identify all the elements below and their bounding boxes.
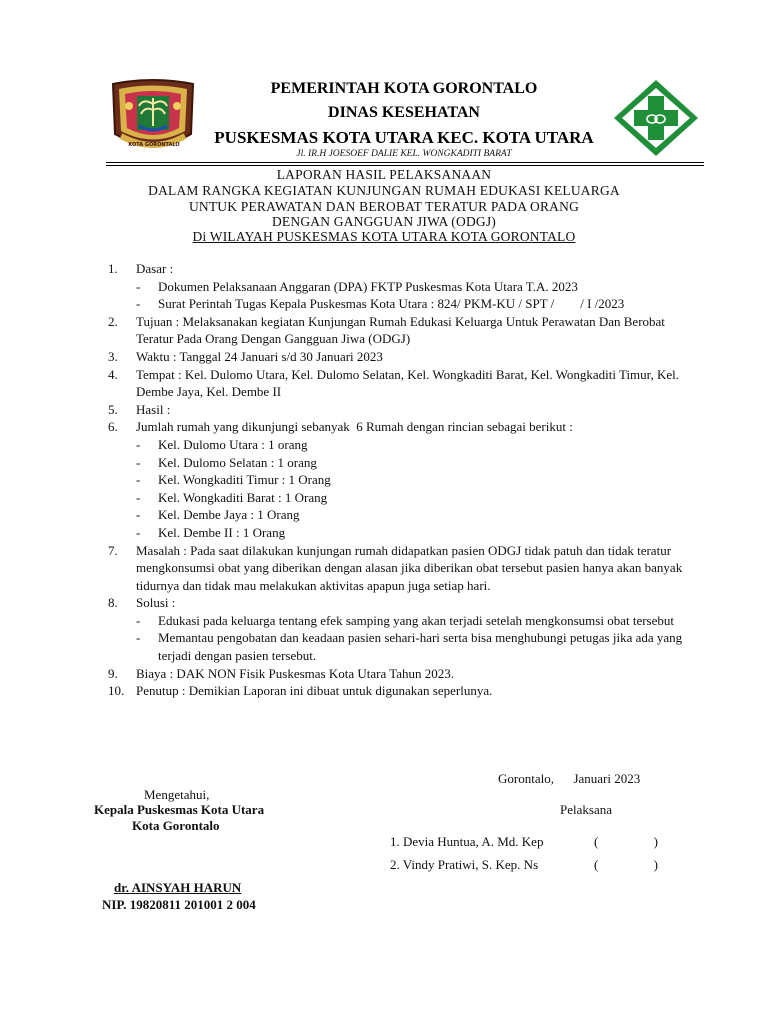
- sub-item: [108, 612, 683, 630]
- sub-item-text: Surat Perintah Tugas Kepala Puskesmas Kota Utara : 824/ PKM-KU / SPT / / I /2023: [158, 296, 625, 312]
- list-item-waktu: [108, 348, 683, 366]
- list-text: Jumlah rumah yang dikunjungi sebanyak 6 Rumah dengan rincian sebagai berikut :: [136, 419, 573, 435]
- executor-label: Pelaksana: [560, 802, 612, 817]
- sub-item: [108, 278, 683, 296]
- report-subtitle-line: DENGAN GANGGUAN JIWA (ODGJ): [271, 214, 496, 229]
- left-logo-caption: KOTA GORONTALO: [128, 142, 180, 148]
- dash-marker: -: [136, 436, 141, 452]
- list-item-tempat: [108, 366, 683, 401]
- letterhead-address: Jl. IR.H JOESOEF DALIE KEL. WONGKADITI BARAT: [296, 149, 512, 159]
- list-item-hasil: [108, 401, 683, 419]
- list-text: Tempat : Kel. Dulomo Utara, Kel. Dulomo Selatan, Kel. Wongkaditi Barat, Kel. Wongkaditi Timur, Kel. Dembe Jaya, Kel. Dembe II: [136, 366, 679, 400]
- list-text: Tujuan : Melaksanakan kegiatan Kunjungan Rumah Edukasi Keluarga Untuk Perawatan Dan Berobat Teratur Pada Orang Dengan Gangguan Jiwa (ODGJ): [136, 313, 665, 347]
- dash-marker: -: [136, 278, 141, 294]
- dash-marker: -: [136, 507, 141, 523]
- list-item-tujuan: [108, 313, 683, 348]
- head-nip: NIP. 19820811 201001 2 004: [102, 897, 256, 912]
- sub-item: [108, 454, 683, 472]
- sub-item-text: Kel. Dulomo Utara : 1 orang: [158, 436, 308, 452]
- list-number: 10.: [108, 683, 125, 699]
- list-number: 9.: [108, 665, 118, 681]
- list-number: 7.: [108, 542, 118, 558]
- sub-item-text: Dokumen Pelaksanaan Anggaran (DPA) FKTP Puskesmas Kota Utara T.A. 2023: [158, 278, 578, 294]
- dash-marker: -: [136, 612, 141, 628]
- signature-placeholder: ( ): [594, 834, 658, 849]
- list-text: Solusi :: [136, 595, 176, 611]
- sub-item-text: Kel. Dembe Jaya : 1 Orang: [158, 507, 300, 523]
- list-text: Biaya : DAK NON Fisik Puskesmas Kota Utara Tahun 2023.: [136, 665, 455, 681]
- list-item-jumlah: [108, 418, 683, 436]
- sub-item: [108, 436, 683, 454]
- letterhead-department: DINAS KESEHATAN: [328, 104, 480, 121]
- letterhead-rule-thin: [106, 165, 704, 166]
- sub-item-text: Kel. Wongkaditi Timur : 1 Orang: [158, 472, 331, 488]
- report-body: [108, 260, 683, 700]
- list-number: 8.: [108, 595, 118, 611]
- report-title: LAPORAN HASIL PELAKSANAAN: [276, 167, 492, 182]
- place-date: Gorontalo, Januari 2023: [498, 771, 641, 786]
- staff-name: 1. Devia Huntua, A. Md. Kep: [390, 834, 544, 849]
- report-region-line: Di WILAYAH PUSKESMAS KOTA UTARA KOTA GORONTALO: [192, 229, 576, 244]
- list-number: 6.: [108, 419, 118, 435]
- list-item-solusi: [108, 594, 683, 612]
- dash-marker: -: [136, 524, 141, 540]
- head-city: Kota Gorontalo: [132, 818, 220, 833]
- dash-marker: -: [136, 454, 141, 470]
- sub-item-text: Edukasi pada keluarga tentang efek samping yang akan terjadi setelah mengkonsumsi obat tersebut: [158, 612, 674, 628]
- list-number: 3.: [108, 348, 118, 364]
- sub-item-text: Kel. Dembe II : 1 Orang: [158, 524, 286, 540]
- puskesmas-green-cross-icon: [612, 78, 700, 158]
- list-item-biaya: [108, 665, 683, 683]
- head-name: dr. AINSYAH HARUN: [114, 880, 242, 895]
- sub-item: [108, 471, 683, 489]
- dash-marker: -: [136, 489, 141, 505]
- head-title: Kepala Puskesmas Kota Utara: [94, 802, 265, 817]
- list-number: 5.: [108, 401, 118, 417]
- list-number: 2.: [108, 313, 118, 329]
- sub-item-text: Kel. Dulomo Selatan : 1 orang: [158, 454, 317, 470]
- list-text: Masalah : Pada saat dilakukan kunjungan rumah didapatkan pasien ODGJ tidak patuh dan tidak teratur mengkonsumsi obat yang diberikan dengan alasan jika diberikan obat tersebut pasien hanya akan banyak tidurnya dan tidak mau melakukan aktivitas apapun juga setiap hari.: [136, 542, 683, 593]
- sub-item: [108, 295, 683, 313]
- letterhead-puskesmas: PUSKESMAS KOTA UTARA KEC. KOTA UTARA: [214, 128, 594, 147]
- letterhead-rule-thick: [106, 162, 704, 163]
- dash-marker: -: [136, 472, 141, 488]
- sub-item: [108, 524, 683, 542]
- list-item-penutup: [108, 682, 683, 700]
- sub-item-text: Kel. Wongkaditi Barat : 1 Orang: [158, 489, 328, 505]
- sub-item: [108, 489, 683, 507]
- list-text: Waktu : Tanggal 24 Januari s/d 30 Januari 2023: [136, 348, 383, 364]
- letterhead-government: PEMERINTAH KOTA GORONTALO: [270, 80, 538, 97]
- report-subtitle-line: UNTUK PERAWATAN DAN BEROBAT TERATUR PADA ORANG: [188, 199, 580, 214]
- list-item-dasar: [108, 260, 683, 278]
- list-text: Hasil :: [136, 401, 171, 417]
- list-text: Dasar :: [136, 261, 174, 276]
- signature-placeholder: ( ): [594, 857, 658, 872]
- sub-item: [108, 506, 683, 524]
- acknowledged-label: Mengetahui,: [144, 787, 210, 802]
- list-item-masalah: [108, 542, 683, 595]
- staff-name: 2. Vindy Pratiwi, S. Kep. Ns: [390, 857, 539, 872]
- sub-item: [108, 629, 683, 664]
- list-number: 4.: [108, 366, 118, 382]
- list-text: Penutup : Demikian Laporan ini dibuat untuk digunakan seperlunya.: [136, 683, 493, 699]
- letterhead: [0, 0, 768, 170]
- sub-item-text: Memantau pengobatan dan keadaan pasien sehari-hari serta bisa menghubungi petugas jika ada yang terjadi dengan pasien tersebut.: [158, 630, 683, 664]
- dash-marker: -: [136, 296, 141, 312]
- list-number: 1.: [108, 261, 118, 276]
- dash-marker: -: [136, 630, 141, 646]
- report-subtitle-line: DALAM RANGKA KEGIATAN KUNJUNGAN RUMAH EDUKASI KELUARGA: [148, 183, 620, 198]
